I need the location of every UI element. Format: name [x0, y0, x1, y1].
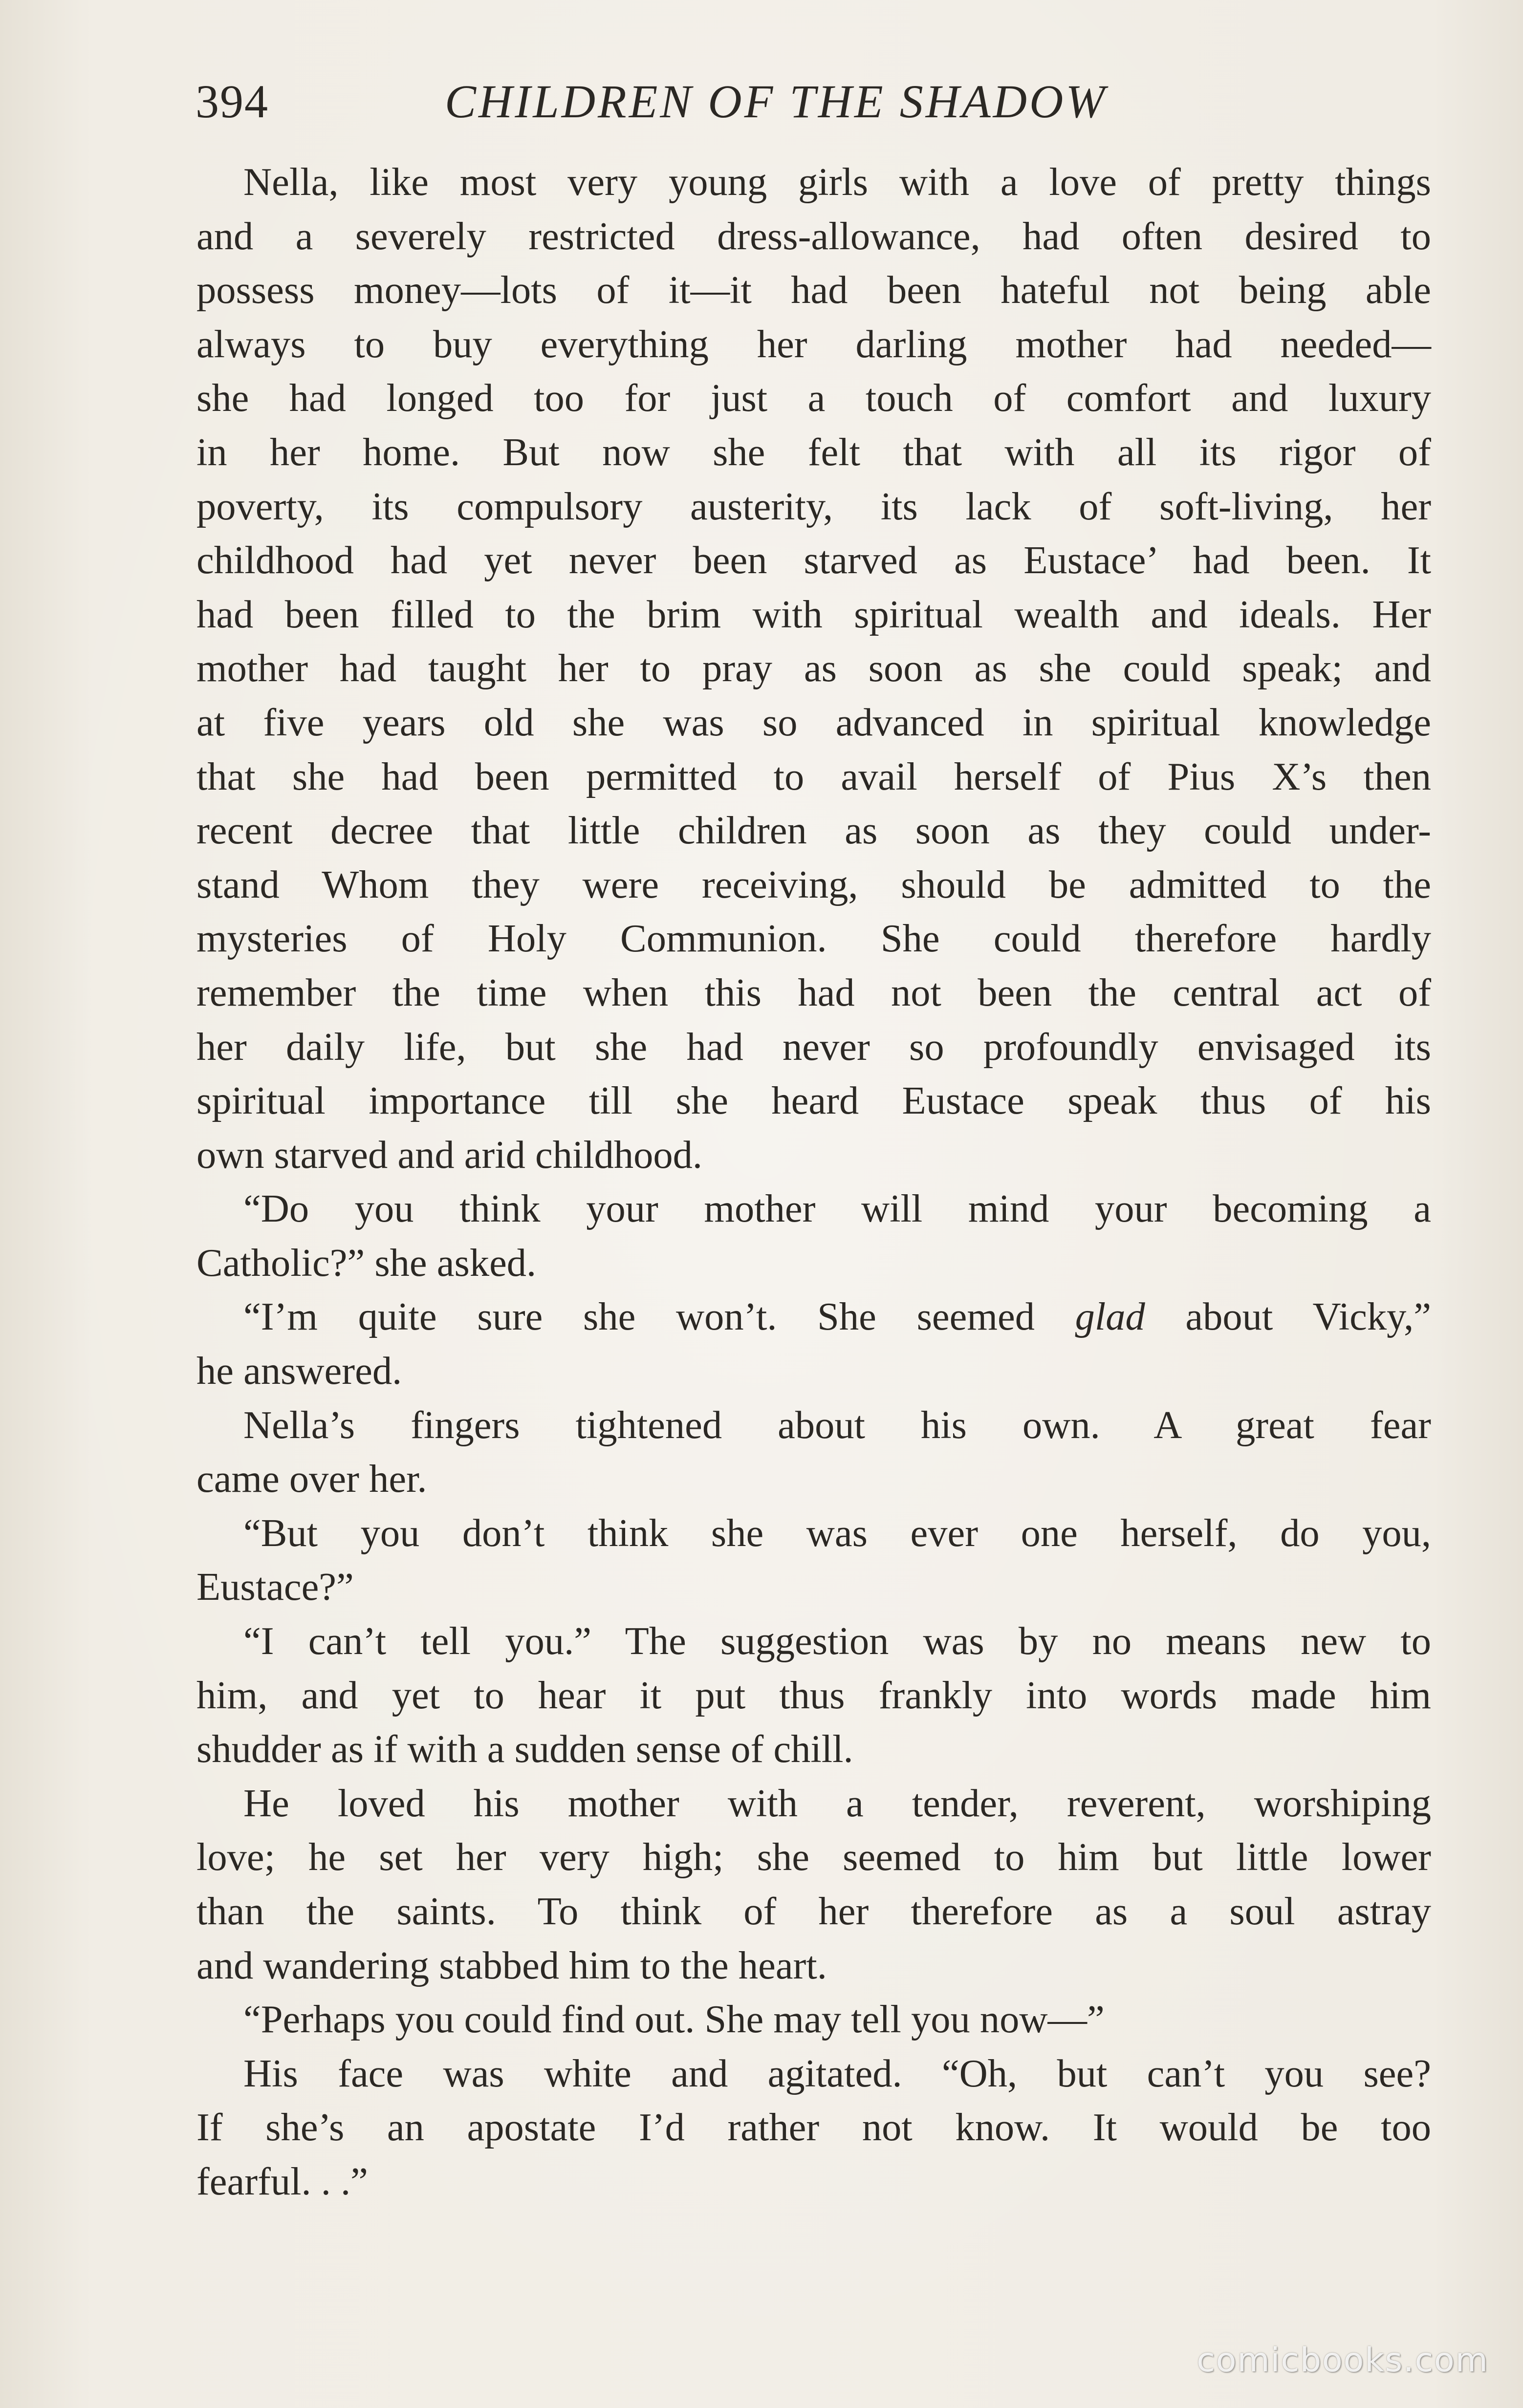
- text-line: recent decree that little children as soon as they could under-: [196, 809, 1431, 853]
- text-line: mysteries of Holy Communion. She could therefore hardly: [196, 917, 1431, 961]
- body-text: [196, 155, 1431, 2209]
- text-line: Nella, like most very young girls with a love of pretty things: [243, 160, 1431, 204]
- text-line: poverty, its compulsory austerity, its lack of soft-living, her: [196, 484, 1431, 528]
- text-line: possess money—lots of it—it had been hateful not being able: [196, 268, 1431, 312]
- emphasized-word: glad: [1075, 1295, 1145, 1339]
- text-line: she had longed too for just a touch of comfort and luxury: [196, 376, 1431, 420]
- running-title: CHILDREN OF THE SHADOW: [445, 75, 1108, 128]
- text-line: at five years old she was so advanced in spiritual knowledge: [196, 700, 1431, 744]
- page-number: 394: [196, 75, 269, 128]
- text-line: His face was white and agitated. “Oh, but can’t you see?: [243, 2051, 1431, 2095]
- text-line: had been filled to the brim with spiritual wealth and ideals. Her: [196, 592, 1431, 636]
- text-line: mother had taught her to pray as soon as she could speak; and: [196, 646, 1431, 690]
- text-line: stand Whom they were receiving, should be admitted to the: [196, 862, 1431, 906]
- paragraph-2: [196, 1182, 1431, 1290]
- text-line: shudder as if with a sudden sense of chill.: [196, 1727, 853, 1771]
- page-header: [196, 72, 1432, 131]
- text-line: love; he set her very high; she seemed to him but little lower: [196, 1835, 1431, 1879]
- text-line: Eustace?”: [196, 1565, 354, 1609]
- text-line: “Do you think your mother will mind your becoming a: [243, 1187, 1431, 1231]
- paragraph-5: [196, 1506, 1431, 1614]
- paragraph-4: [196, 1398, 1431, 1506]
- text-line: He loved his mother with a tender, reverent, worshiping: [243, 1781, 1431, 1825]
- text-line: If she’s an apostate I’d rather not know. It would be too: [196, 2106, 1431, 2150]
- paragraph-6: [196, 1614, 1431, 1777]
- watermark: comicbooks.com: [1197, 2341, 1489, 2380]
- text-line: and a severely restricted dress-allowance, had often desired to: [196, 214, 1431, 258]
- paragraph-7: [196, 1777, 1431, 1993]
- text-line: own starved and arid childhood.: [196, 1133, 703, 1177]
- text-after-emphasis: about Vicky,”: [1145, 1295, 1431, 1339]
- paragraph-9: [196, 2047, 1431, 2209]
- text-line: in her home. But now she felt that with all its rigor of: [196, 430, 1431, 474]
- text-before-emphasis: “I’m quite sure she won’t. She seemed: [243, 1295, 1075, 1339]
- text-line: “I can’t tell you.” The suggestion was by no means new to: [243, 1619, 1431, 1663]
- text-line: Catholic?” she asked.: [196, 1241, 537, 1285]
- paragraph-1: [196, 155, 1431, 1182]
- text-line: him, and yet to hear it put thus frankly into words made him: [196, 1673, 1431, 1717]
- text-line: came over her.: [196, 1457, 427, 1501]
- text-line: her daily life, but she had never so profoundly envisaged its: [196, 1025, 1431, 1069]
- text-line: Nella’s fingers tightened about his own. A great fear: [243, 1403, 1431, 1447]
- text-line: and wandering stabbed him to the heart.: [196, 1943, 827, 1987]
- text-line: fearful. . .”: [196, 2159, 368, 2203]
- text-line: always to buy everything her darling mother had needed—: [196, 322, 1431, 366]
- text-line: than the saints. To think of her therefore as a soul astray: [196, 1890, 1431, 1933]
- text-line: that she had been permitted to avail herself of Pius X’s then: [196, 754, 1431, 798]
- text-line-with-emphasis: [196, 1290, 1431, 1344]
- text-line: spiritual importance till she heard Eustace speak thus of his: [196, 1079, 1431, 1123]
- paragraph-3: [196, 1290, 1431, 1398]
- text-line: remember the time when this had not been the central act of: [196, 970, 1431, 1014]
- paragraph-8: [196, 1993, 1431, 2047]
- text-line: childhood had yet never been starved as Eustace’ had been. It: [196, 538, 1431, 582]
- text-line: “Perhaps you could find out. She may tell you now—”: [243, 1998, 1105, 2042]
- text-line: he answered.: [196, 1349, 402, 1393]
- text-line: “But you don’t think she was ever one herself, do you,: [243, 1511, 1431, 1555]
